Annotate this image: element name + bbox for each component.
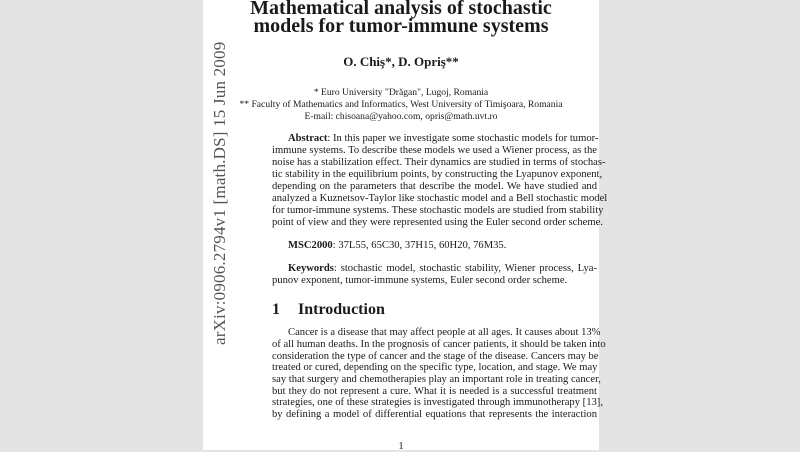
- intro-line: Cancer is a disease that may affect people at all ages. It causes about 13%: [288, 327, 601, 338]
- arxiv-stamp: arXiv:0906.2794v1 [math.DS] 15 Jun 2009: [210, 41, 229, 345]
- abstract-line: tic stability in the equilibrium points, by constructing the Lyapunov exponent,: [272, 169, 603, 180]
- abstract-line: point of view and they were represented using the Euler second order scheme.: [272, 217, 603, 228]
- abstract-line: immune systems. To describe these models we used a Wiener process, as the: [272, 145, 597, 156]
- msc-codes: : 37L55, 65C30, 37H15, 60H20, 76M35.: [332, 240, 507, 251]
- title-line-1: Mathematical analysis of stochastic: [250, 0, 552, 19]
- keywords-line: [288, 263, 597, 275]
- abstract-label: Abstract: [288, 133, 328, 144]
- msc-label: MSC2000: [288, 240, 333, 251]
- intro-line: but they do not represent a cure. What it is needed is a successful treatment: [272, 385, 597, 397]
- affiliation-2: ** Faculty of Mathematics and Informatics, West University of Timişoara, Romania: [239, 99, 563, 110]
- title-line-2: models for tumor-immune systems: [253, 15, 549, 37]
- intro-line: by defining a model of differential equations that represents the interaction: [272, 409, 597, 420]
- msc-line: [288, 240, 597, 252]
- intro-line: say that surgery and chemotherapies play an important role in treating cancer,: [272, 374, 601, 385]
- intro-line: of all human deaths. In the prognosis of cancer patients, it should be taken into: [272, 339, 606, 350]
- section-heading: [272, 301, 385, 319]
- keywords-text: : stochastic model, stochastic stability, Wiener process, Lya-: [333, 263, 597, 274]
- abstract-line: depending on the parameters that describe the model. We have studied and: [272, 181, 597, 192]
- intro-line: consideration the type of cancer and the stage of the disease. Cancers may be: [272, 350, 599, 362]
- keywords-label: Keywords: [288, 263, 334, 274]
- section-number: 1: [272, 301, 280, 318]
- email: E-mail: chisoana@yahoo.com, opris@math.uvt.ro: [304, 111, 498, 122]
- affiliation-1: * Euro University "Drăgan", Lugoj, Romania: [313, 87, 489, 98]
- intro-line: treated or cured, depending on the specific type, location, and stage. We may: [272, 362, 598, 373]
- authors: O. Chiş*, D. Opriş**: [343, 54, 459, 69]
- abstract-line: [288, 133, 597, 145]
- abstract-line: analyzed a Kuznetsov-Taylor like stochastic model and a Bell stochastic model: [272, 193, 608, 204]
- intro-line: strategies, one of these strategies is investigated through immunotherapy [13],: [272, 397, 603, 408]
- keywords-line: punov exponent, tumor-immune systems, Euler second order scheme.: [272, 275, 568, 286]
- abstract-line: noise has a stabilization effect. Their dynamics are studied in terms of stochas-: [272, 157, 606, 168]
- section-title: Introduction: [298, 301, 385, 318]
- abstract-text: : In this paper we investigate some stochastic models for tumor-: [327, 133, 599, 144]
- page-number: 1: [398, 441, 404, 452]
- abstract-line: for tumor-immune systems. These stochastic models are studied from stability: [272, 205, 604, 216]
